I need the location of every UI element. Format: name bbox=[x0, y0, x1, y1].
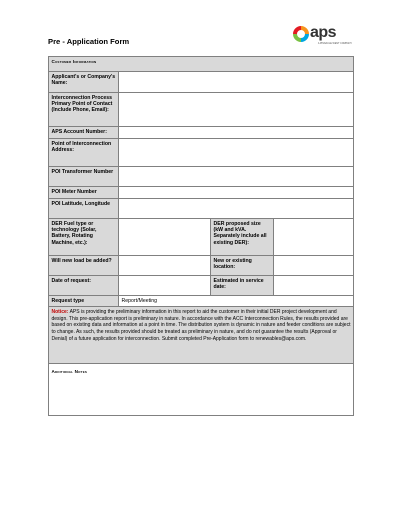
poi-transformer-field[interactable] bbox=[119, 167, 354, 187]
pre-application-form-table bbox=[48, 56, 354, 416]
applicant-name-field[interactable] bbox=[119, 72, 354, 93]
date-of-request-label: Date of request: bbox=[49, 276, 119, 296]
service-date-field[interactable] bbox=[274, 276, 354, 296]
poi-meter-label: POI Meter Number bbox=[49, 187, 119, 199]
der-fuel-type-label: DER Fuel type or technology (Solar, Battery, Rotating Machine, etc.): bbox=[49, 219, 119, 256]
interconnection-contact-label: Interconnection Process Primary Point of Contact (Include Phone, Email): bbox=[49, 93, 119, 127]
customer-information-header bbox=[49, 57, 354, 72]
poi-transformer-label: POI Transformer Number bbox=[49, 167, 119, 187]
date-of-request-field[interactable] bbox=[119, 276, 211, 296]
der-fuel-type-field[interactable] bbox=[119, 219, 211, 256]
aps-account-number-label: APS Account Number: bbox=[49, 127, 119, 139]
additional-notes-area[interactable] bbox=[49, 364, 354, 416]
request-type-label: Request type bbox=[49, 296, 119, 307]
service-date-label: Estimated in service date: bbox=[211, 276, 274, 296]
logo-text: aps bbox=[310, 24, 337, 41]
additional-notes-title: Additional Notes bbox=[51, 369, 88, 375]
poi-lat-long-field[interactable] bbox=[119, 199, 354, 219]
poi-lat-long-label: POI Latitude, Longitude bbox=[49, 199, 119, 219]
der-proposed-size-label: DER proposed size (kW and kVA. Separately include all existing DER): bbox=[211, 219, 274, 256]
applicant-name-label: Applicant's or Company's Name: bbox=[49, 72, 119, 93]
poi-address-field[interactable] bbox=[119, 139, 354, 167]
poi-meter-field[interactable] bbox=[119, 187, 354, 199]
location-label: New or existing location: bbox=[211, 256, 274, 276]
aps-logo-icon bbox=[292, 25, 310, 43]
form-title: Pre - Application Form bbox=[48, 37, 130, 46]
logo-subtext: A PINNACLE WEST COMPANY bbox=[317, 42, 352, 45]
new-load-field[interactable] bbox=[119, 256, 211, 276]
notice-block bbox=[49, 307, 354, 364]
customer-information-title: Customer Information bbox=[51, 59, 97, 64]
poi-address-label: Point of Interconnection Address: bbox=[49, 139, 119, 167]
notice-text: APS is providing the preliminary information in this report to aid the customer in their initial DER project development and design. This pre-application report is preliminary in nature. In accordance with the ACC Interconnection Rules, the results provided are based on existing data and information at a point in time. The distribution system is dynamic in nature and feeder conditions are subject to change. As such, the results provided should be treated as preliminary in nature, and do not guarantee the results (Approval or Denial) of a future application for interconnection. Submit completed Pre-Application form to renewables@aps.com. bbox=[51, 309, 351, 342]
location-field[interactable] bbox=[274, 256, 354, 276]
aps-account-number-field[interactable] bbox=[119, 127, 354, 139]
interconnection-contact-field[interactable] bbox=[119, 93, 354, 127]
aps-logo bbox=[292, 23, 354, 49]
notice-label: Notice: bbox=[51, 309, 69, 316]
new-load-label: Will new load be added? bbox=[49, 256, 119, 276]
der-proposed-size-field[interactable] bbox=[274, 219, 354, 256]
request-type-field[interactable]: Report/Meeting bbox=[119, 296, 354, 307]
